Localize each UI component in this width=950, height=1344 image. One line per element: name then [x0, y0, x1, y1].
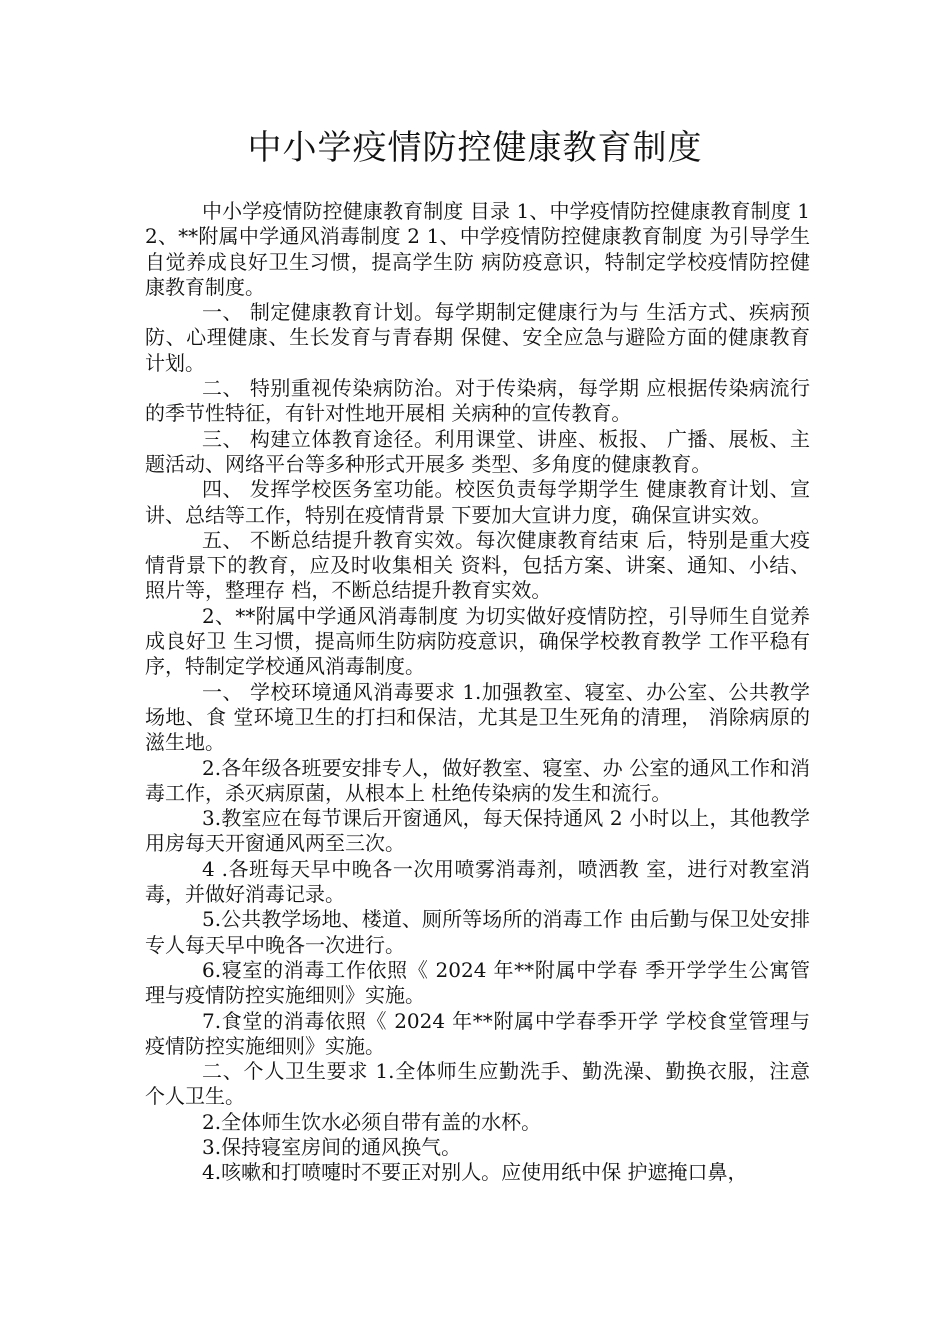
paragraph: 3.教室应在每节课后开窗通风，每天保持通风 2 小时以上，其他教学用房每天开窗通风两至三次。 [145, 806, 810, 856]
paragraph: 中小学疫情防控健康教育制度 目录 1、中学疫情防控健康教育制度 1 2、**附属中学通风消毒制度 2 1、中学疫情防控健康教育制度 为引导学生自觉养成良好卫生习惯，提高学生防 病防疫意识，特制定学校疫情防控健康教育制度。 [145, 199, 810, 299]
paragraph: 2.各年级各班要安排专人，做好教室、寝室、办 公室的通风工作和消毒工作，杀灭病原菌，从根本上 杜绝传染病的发生和流行。 [145, 755, 810, 805]
paragraph: 一、 学校环境通风消毒要求 1.加强教室、寝室、办公室、公共教学场地、食 堂环境卫生的打扫和保洁，尤其是卫生死角的清理， 消除病原的滋生地。 [145, 679, 810, 755]
paragraph: 五、 不断总结提升教育实效。每次健康教育结束 后，特别是重大疫情背景下的教育，应及时收集相关 资料，包括方案、讲案、通知、小结、照片等，整理存 档，不断总结提升教育实效。 [145, 527, 810, 603]
paragraph: 三、 构建立体教育途径。利用课堂、讲座、板报、 广播、展板、主题活动、网络平台等多种形式开展多 类型、多角度的健康教育。 [145, 426, 810, 476]
paragraph: 二、个人卫生要求 1.全体师生应勤洗手、勤洗澡、勤换衣服，注意 个人卫生。 [145, 1059, 810, 1109]
paragraph: 4.咳嗽和打喷嚏时不要正对别人。应使用纸中保 护遮掩口鼻， [202, 1160, 748, 1185]
paragraph: 一、 制定健康教育计划。每学期制定健康行为与 生活方式、疾病预防、心理健康、生长发育与青春期 保健、安全应急与避险方面的健康教育计划。 [145, 300, 810, 375]
paragraph: 5.公共教学场地、楼道、厕所等场所的消毒工作 由后勤与保卫处安排专人每天早中晚各一次进行。 [145, 907, 810, 957]
paragraph: 四、 发挥学校医务室功能。校医负责每学期学生 健康教育计划、宣讲、总结等工作，特别在疫情背景 下要加大宣讲力度，确保宣讲实效。 [145, 477, 810, 527]
paragraph: 6.寝室的消毒工作依照《 2024 年**附属中学春 季开学学生公寓管理与疫情防控实施细则》实施。 [145, 957, 810, 1008]
document-body [145, 199, 810, 1186]
paragraph: 2.全体师生饮水必须自带有盖的水杯。 [202, 1109, 542, 1134]
paragraph: 7.食堂的消毒依照《 2024 年**附属中学春季开学 学校食堂管理与疫情防控实施细则》实施。 [145, 1008, 810, 1058]
paragraph: 4 .各班每天早中晚各一次用喷雾消毒剂，喷洒教 室，进行对教室消毒，并做好消毒记录。 [145, 856, 810, 907]
paragraph: 二、 特别重视传染病防治。对于传染病，每学期 应根据传染病流行的季节性特征，有针对性地开展相 关病种的宣传教育。 [145, 376, 810, 426]
document-title: 中小学疫情防控健康教育制度 [247, 128, 703, 168]
paragraph: 3.保持寝室房间的通风换气。 [202, 1134, 462, 1159]
paragraph: 2、**附属中学通风消毒制度 为切实做好疫情防控，引导师生自觉养成良好卫 生习惯，提高师生防病防疫意识，确保学校教育教学 工作平稳有序，特制定学校通风消毒制度。 [145, 603, 810, 679]
